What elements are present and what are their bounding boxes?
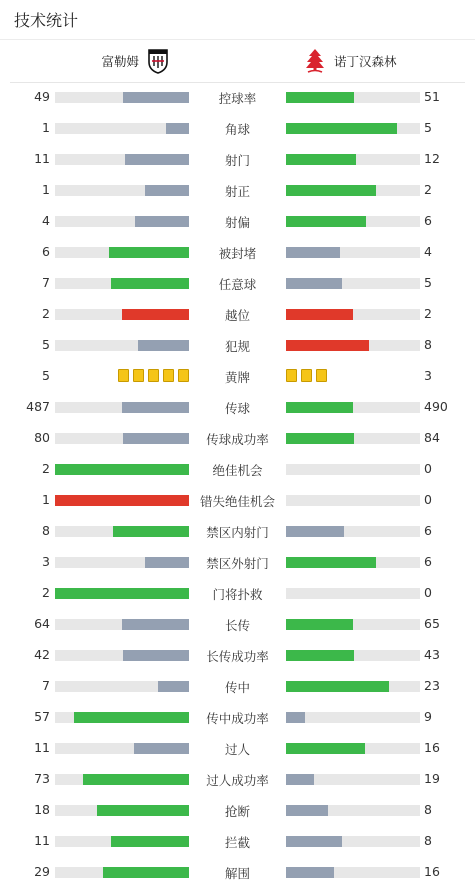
stat-label: 长传成功率 xyxy=(206,649,269,664)
away-stat-bar-fill xyxy=(286,216,366,227)
stat-label: 传球 xyxy=(224,401,250,416)
away-stat-bar-fill xyxy=(286,743,365,754)
home-stat-bar-fill xyxy=(109,247,189,258)
away-stat-bar-track xyxy=(286,123,420,134)
away-stat-bar-track xyxy=(286,309,420,320)
home-stat-bar-fill xyxy=(166,123,189,134)
home-stat-value: 18 xyxy=(34,802,50,817)
away-stat-bar-fill xyxy=(286,867,334,878)
page-header xyxy=(0,0,475,40)
home-stat-bar-fill xyxy=(74,712,189,723)
yellow-card-icon xyxy=(163,369,174,382)
nottingham-forest-crest-icon xyxy=(304,48,326,74)
stat-row xyxy=(0,394,475,425)
stat-row xyxy=(0,642,475,673)
away-stat-value: 0 xyxy=(424,492,432,507)
away-stat-bar-track xyxy=(286,433,420,444)
home-stat-value: 11 xyxy=(34,833,50,848)
home-stat-value: 1 xyxy=(42,492,50,507)
away-stat-bar-fill xyxy=(286,309,353,320)
home-stat-value: 7 xyxy=(42,275,50,290)
stat-label: 射偏 xyxy=(224,215,250,230)
home-stat-bar-fill xyxy=(125,154,189,165)
home-stat-value: 6 xyxy=(42,244,50,259)
home-stat-value: 5 xyxy=(42,337,50,352)
away-stat-bar-fill xyxy=(286,123,397,134)
home-stat-bar-fill xyxy=(111,278,189,289)
home-stat-bar-track xyxy=(55,588,189,599)
teams-header xyxy=(10,40,465,83)
home-stat-value: 487 xyxy=(26,399,50,414)
home-stat-value: 11 xyxy=(34,151,50,166)
home-stat-bar-fill xyxy=(122,309,189,320)
away-stat-bar-track xyxy=(286,278,420,289)
away-stat-bar-track xyxy=(286,557,420,568)
stat-row xyxy=(0,115,475,146)
stat-label: 越位 xyxy=(224,308,250,323)
home-stat-bar-track xyxy=(55,216,189,227)
away-stat-value: 6 xyxy=(424,213,432,228)
home-stat-value: 29 xyxy=(34,864,50,879)
home-stat-value: 80 xyxy=(34,430,50,445)
home-stat-bar-track xyxy=(55,464,189,475)
team-home-name: 富勒姆 xyxy=(101,54,139,69)
stat-label: 控球率 xyxy=(218,91,257,106)
away-stat-bar-track xyxy=(286,619,420,630)
home-stat-bar-fill xyxy=(123,92,189,103)
home-stat-value: 7 xyxy=(42,678,50,693)
away-stat-bar-fill xyxy=(286,92,354,103)
stat-row xyxy=(0,859,475,890)
away-stat-value: 6 xyxy=(424,523,432,538)
stat-row xyxy=(0,270,475,301)
stat-row xyxy=(0,301,475,332)
away-stat-bar-track xyxy=(286,774,420,785)
away-stat-bar-fill xyxy=(286,154,356,165)
home-stat-bar-fill xyxy=(122,402,189,413)
home-stat-bar-fill xyxy=(55,464,189,475)
yellow-card-icon xyxy=(133,369,144,382)
stat-row xyxy=(0,456,475,487)
away-stat-bar-fill xyxy=(286,247,340,258)
home-stat-value: 3 xyxy=(42,554,50,569)
home-stat-bar-track xyxy=(55,681,189,692)
home-stat-value: 2 xyxy=(42,306,50,321)
away-stat-bar-track xyxy=(286,464,420,475)
home-stat-bar-track xyxy=(55,495,189,506)
team-home[interactable] xyxy=(101,40,177,82)
away-stat-bar-track xyxy=(286,681,420,692)
home-stat-bar-track xyxy=(55,867,189,878)
home-stat-bar-track xyxy=(55,309,189,320)
stat-label: 射正 xyxy=(224,184,250,199)
away-stat-bar-track xyxy=(286,712,420,723)
stat-label: 黄牌 xyxy=(224,370,250,385)
yellow-card-icon xyxy=(301,369,312,382)
away-stat-value: 65 xyxy=(424,616,440,631)
stat-row xyxy=(0,239,475,270)
stat-label: 传球成功率 xyxy=(206,432,269,447)
away-stat-bar-fill xyxy=(286,774,314,785)
home-stat-bar-fill xyxy=(145,557,189,568)
away-stat-value: 6 xyxy=(424,554,432,569)
away-stat-bar-fill xyxy=(286,278,342,289)
fulham-crest-icon xyxy=(147,48,169,74)
home-stat-value: 49 xyxy=(34,89,50,104)
home-stat-bar-track xyxy=(55,154,189,165)
stat-row xyxy=(0,797,475,828)
home-stat-bar-fill xyxy=(123,433,189,444)
stat-label: 角球 xyxy=(224,122,250,137)
away-stat-bar-track xyxy=(286,402,420,413)
yellow-card-icon xyxy=(118,369,129,382)
home-stat-bar-track xyxy=(55,278,189,289)
stat-row xyxy=(0,735,475,766)
home-stat-bar-fill xyxy=(103,867,189,878)
away-stat-value: 3 xyxy=(424,368,432,383)
away-stat-bar-fill xyxy=(286,340,369,351)
away-stat-value: 8 xyxy=(424,337,432,352)
home-stat-bar-fill xyxy=(123,650,189,661)
yellow-card-icon xyxy=(178,369,189,382)
home-stat-bar-fill xyxy=(134,743,189,754)
away-stat-value: 5 xyxy=(424,120,432,135)
page-title: 技术统计 xyxy=(14,11,79,30)
team-away-name: 诺丁汉森林 xyxy=(334,54,397,69)
home-stat-value: 1 xyxy=(42,120,50,135)
stat-row xyxy=(0,828,475,859)
home-stat-bar-fill xyxy=(83,774,189,785)
away-stat-bar-track xyxy=(286,495,420,506)
stat-label: 犯规 xyxy=(224,339,250,354)
stat-row xyxy=(0,363,475,394)
stat-label: 门将扑救 xyxy=(212,587,263,602)
stat-row xyxy=(0,766,475,797)
home-stat-bar-fill xyxy=(97,805,189,816)
away-stat-bar-track xyxy=(286,247,420,258)
home-stat-bar-fill xyxy=(135,216,189,227)
home-stat-bar-fill xyxy=(111,836,189,847)
yellow-card-icon xyxy=(286,369,297,382)
home-stat-bar-fill xyxy=(158,681,189,692)
away-stat-value: 490 xyxy=(424,399,448,414)
stat-row xyxy=(0,84,475,115)
home-stat-value: 2 xyxy=(42,461,50,476)
stats-list xyxy=(0,84,475,890)
home-stat-bar-track xyxy=(55,526,189,537)
stat-label: 解围 xyxy=(224,866,250,881)
home-stat-bar-track xyxy=(55,247,189,258)
away-stat-bar-track xyxy=(286,92,420,103)
home-stat-bar-track xyxy=(55,402,189,413)
stat-label: 绝佳机会 xyxy=(212,463,263,478)
home-stat-bar-track xyxy=(55,743,189,754)
home-stat-bar-fill xyxy=(138,340,189,351)
away-stat-bar-fill xyxy=(286,650,354,661)
home-stat-bar-track xyxy=(55,619,189,630)
away-stat-value: 0 xyxy=(424,461,432,476)
stat-label: 被封堵 xyxy=(218,246,257,261)
away-stat-bar-fill xyxy=(286,836,342,847)
home-stat-bar-fill xyxy=(122,619,189,630)
home-stat-bar-track xyxy=(55,650,189,661)
home-stat-bar-fill xyxy=(55,588,189,599)
away-stat-value: 23 xyxy=(424,678,440,693)
home-stat-bar-fill xyxy=(55,495,189,506)
stat-row xyxy=(0,611,475,642)
home-stat-value: 1 xyxy=(42,182,50,197)
away-stat-value: 4 xyxy=(424,244,432,259)
stat-row xyxy=(0,332,475,363)
away-stat-value: 16 xyxy=(424,740,440,755)
stat-row xyxy=(0,704,475,735)
home-yellow-cards xyxy=(114,369,189,382)
away-stat-value: 51 xyxy=(424,89,440,104)
away-stat-bar-fill xyxy=(286,619,353,630)
away-stat-bar-track xyxy=(286,867,420,878)
away-stat-bar-track xyxy=(286,588,420,599)
stat-row xyxy=(0,673,475,704)
away-stat-bar-track xyxy=(286,650,420,661)
away-stat-value: 0 xyxy=(424,585,432,600)
stat-label: 禁区外射门 xyxy=(206,556,269,571)
stat-label: 任意球 xyxy=(218,277,257,292)
stat-label: 传中 xyxy=(224,680,250,695)
away-stat-value: 9 xyxy=(424,709,432,724)
home-stat-bar-track xyxy=(55,433,189,444)
stat-row xyxy=(0,208,475,239)
away-stat-bar-fill xyxy=(286,805,328,816)
away-stat-value: 2 xyxy=(424,306,432,321)
away-stat-bar-track xyxy=(286,185,420,196)
away-stat-bar-track xyxy=(286,836,420,847)
away-stat-value: 43 xyxy=(424,647,440,662)
away-stat-value: 16 xyxy=(424,864,440,879)
home-stat-bar-track xyxy=(55,340,189,351)
stat-row xyxy=(0,177,475,208)
away-stat-bar-track xyxy=(286,805,420,816)
home-stat-bar-track xyxy=(55,712,189,723)
home-stat-bar-track xyxy=(55,185,189,196)
away-stat-bar-track xyxy=(286,340,420,351)
stat-label: 错失绝佳机会 xyxy=(199,494,275,509)
away-stat-bar-fill xyxy=(286,681,389,692)
home-stat-bar-fill xyxy=(145,185,189,196)
home-stat-value: 4 xyxy=(42,213,50,228)
home-stat-bar-track xyxy=(55,836,189,847)
away-stat-bar-track xyxy=(286,743,420,754)
stat-row xyxy=(0,518,475,549)
away-stat-bar-fill xyxy=(286,557,376,568)
away-stat-bar-fill xyxy=(286,185,376,196)
yellow-card-icon xyxy=(148,369,159,382)
stat-label: 过人成功率 xyxy=(206,773,269,788)
home-stat-value: 73 xyxy=(34,771,50,786)
home-stat-bar-track xyxy=(55,805,189,816)
stat-label: 传中成功率 xyxy=(206,711,269,726)
away-stat-bar-fill xyxy=(286,526,344,537)
stat-row xyxy=(0,146,475,177)
home-stat-bar-track xyxy=(55,92,189,103)
stat-row xyxy=(0,425,475,456)
away-stat-value: 8 xyxy=(424,833,432,848)
away-yellow-cards xyxy=(286,369,331,382)
away-stat-value: 2 xyxy=(424,182,432,197)
stat-label: 长传 xyxy=(224,618,250,633)
away-stat-value: 8 xyxy=(424,802,432,817)
home-stat-value: 8 xyxy=(42,523,50,538)
yellow-card-icon xyxy=(316,369,327,382)
away-stat-bar-track xyxy=(286,154,420,165)
away-stat-bar-track xyxy=(286,216,420,227)
away-stat-bar-track xyxy=(286,526,420,537)
away-stat-value: 19 xyxy=(424,771,440,786)
stat-label: 抢断 xyxy=(224,804,250,819)
away-stat-value: 84 xyxy=(424,430,440,445)
home-stat-bar-track xyxy=(55,123,189,134)
team-away[interactable] xyxy=(296,40,397,82)
home-stat-bar-track xyxy=(55,557,189,568)
away-stat-bar-fill xyxy=(286,712,305,723)
home-stat-value: 64 xyxy=(34,616,50,631)
stat-label: 拦截 xyxy=(224,835,250,850)
home-stat-value: 2 xyxy=(42,585,50,600)
stat-label: 射门 xyxy=(224,153,250,168)
home-stat-value: 57 xyxy=(34,709,50,724)
away-stat-bar-fill xyxy=(286,433,354,444)
home-stat-bar-track xyxy=(55,774,189,785)
home-stat-value: 11 xyxy=(34,740,50,755)
stat-row xyxy=(0,487,475,518)
stat-row xyxy=(0,549,475,580)
stat-label: 禁区内射门 xyxy=(206,525,269,540)
away-stat-value: 12 xyxy=(424,151,440,166)
away-stat-bar-fill xyxy=(286,402,353,413)
stat-row xyxy=(0,580,475,611)
home-stat-bar-fill xyxy=(113,526,189,537)
home-stat-value: 5 xyxy=(42,368,50,383)
stat-label: 过人 xyxy=(224,742,250,757)
home-stat-value: 42 xyxy=(34,647,50,662)
away-stat-value: 5 xyxy=(424,275,432,290)
